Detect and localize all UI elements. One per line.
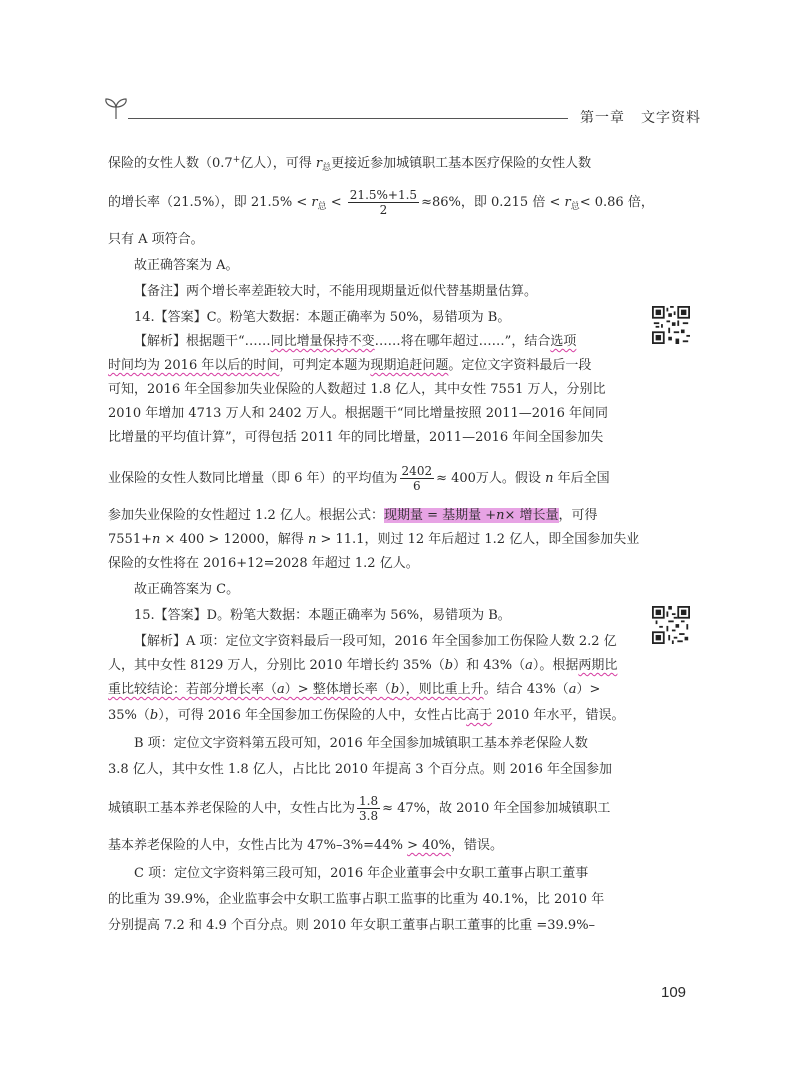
qr-code-icon[interactable] xyxy=(652,606,690,644)
chapter-number: 第一章 xyxy=(580,110,625,126)
remark-line: 【备注】两个增长率差距较大时，不能用现期量近似代替基期量估算。 xyxy=(134,284,538,299)
text-line: 故正确答案为 C。 xyxy=(134,582,240,597)
text-line: C 项：定位文字资料第三段可知，2016 年企业董事会中女职工董事占职工董事 xyxy=(134,866,589,881)
text-line: 只有 A 项符合。 xyxy=(108,232,204,247)
chapter-header xyxy=(580,107,717,127)
text-line: 的比重为 39.9%，企业监事会中女职工监事占职工监事的比重为 40.1%，比 2010 年 xyxy=(108,892,605,907)
text-line: 35%（b），可得 2016 年全国参加工伤保险的人中，女性占比高于 2010 年水平，错误。 xyxy=(108,708,625,723)
fraction: $\frac{21.5\%+1.5}{2}$ xyxy=(349,188,418,217)
formula-highlight: 现期量 = 基期量 +n× 增长量 xyxy=(383,508,559,523)
answer-14-line: 14.【答案】C。粉笔大数据：本题正确率为 50%，易错项为 B。 xyxy=(134,310,511,325)
text-line: 3.8 亿人，其中女性 1.8 亿人，占比比 2010 年提高 3 个百分点。则 2016 年全国参加 xyxy=(108,762,612,777)
header-rule xyxy=(128,118,568,119)
text-line: 人，其中女性 8129 万人，分别比 2010 年增长约 35%（b）和 43%（a）。根据两期比 xyxy=(108,658,618,673)
text-line: 基本养老保险的人中，女性占比为 47%–3%=44% > 40%，错误。 xyxy=(108,838,504,853)
text-line: 7551+n × 400 > 12000，解得 n > 11.1，则过 12 年后超过 1.2 亿人，即全国参加失业 xyxy=(108,532,640,547)
chapter-title: 文字资料 xyxy=(641,110,701,126)
text-line: 【解析】A 项：定位文字资料最后一段可知，2016 年全国参加工伤保险人数 2.2 亿 xyxy=(134,634,617,649)
text-line: 比增量的平均值计算”，可得包括 2011 年的同比增量，2011—2016 年间全国参加失 xyxy=(108,430,604,445)
fraction: $\frac{1.8}{3.8}$ xyxy=(359,794,379,823)
fraction: $\frac{2402}{6}$ xyxy=(401,464,433,493)
answer-15-line: 15.【答案】D。粉笔大数据：本题正确率为 56%，易错项为 B。 xyxy=(134,608,511,623)
text-line: 重比较结论：若部分增长率（a）> 整体增长率（b），则比重上升。结合 43%（a）> xyxy=(108,682,601,697)
text-line: 分别提高 7.2 和 4.9 个百分点。则 2010 年女职工董事占职工董事的比重 =39.9%– xyxy=(108,918,596,933)
text-line: 的增长率（21.5%），即 $21.5\% < r_总$ < $\frac{21.5\%+1.5}{2}$ ≈86%，即 0.215 倍 < $r_总< 0.86$ 倍， xyxy=(108,188,654,217)
qr-code-icon[interactable] xyxy=(652,306,690,344)
leaf-ornament-icon xyxy=(103,97,129,121)
text-line: 保险的女性将在 2016+12=2028 年超过 1.2 亿人。 xyxy=(108,556,419,571)
text-line: B 项：定位文字资料第五段可知，2016 年全国参加城镇职工基本养老保险人数 xyxy=(134,736,588,751)
text-line: 【解析】根据题干“……同比增量保持不变……将在哪年超过……”，结合选项 xyxy=(134,334,577,349)
text-line: 时间均为 2016 年以后的时间，可判定本题为现期追赶问题。定位文字资料最后一段 xyxy=(108,358,592,373)
text-line: 城镇职工基本养老保险的人中，女性占比为 $\frac{1.8}{3.8}$ ≈ 47%，故 2010 年全国参加城镇职工 xyxy=(108,794,611,823)
text-line: 业保险的女性人数同比增量（即 6 年）的平均值为 $\frac{2402}{6}$ ≈ 400万人。假设 n 年后全国 xyxy=(108,464,610,493)
text-line: 故正确答案为 A。 xyxy=(134,258,239,273)
text-line: 2010 年增加 4713 万人和 2402 万人。根据题干“同比增量按照 2011—2016 年间同 xyxy=(108,406,608,421)
text-line: 可知，2016 年全国参加失业保险的人数超过 1.8 亿人，其中女性 7551 万人，分别比 xyxy=(108,382,606,397)
text-line: 参加失业保险的女性超过 1.2 亿人。根据公式：现期量 = 基期量 +n× 增长量，可得 xyxy=(108,508,598,523)
text-line: 保险的女性人数（0.7+亿人），可得 $r_总$更接近参加城镇职工基本医疗保险的女性人数 xyxy=(108,155,592,173)
page-number: 109 xyxy=(661,984,687,1001)
